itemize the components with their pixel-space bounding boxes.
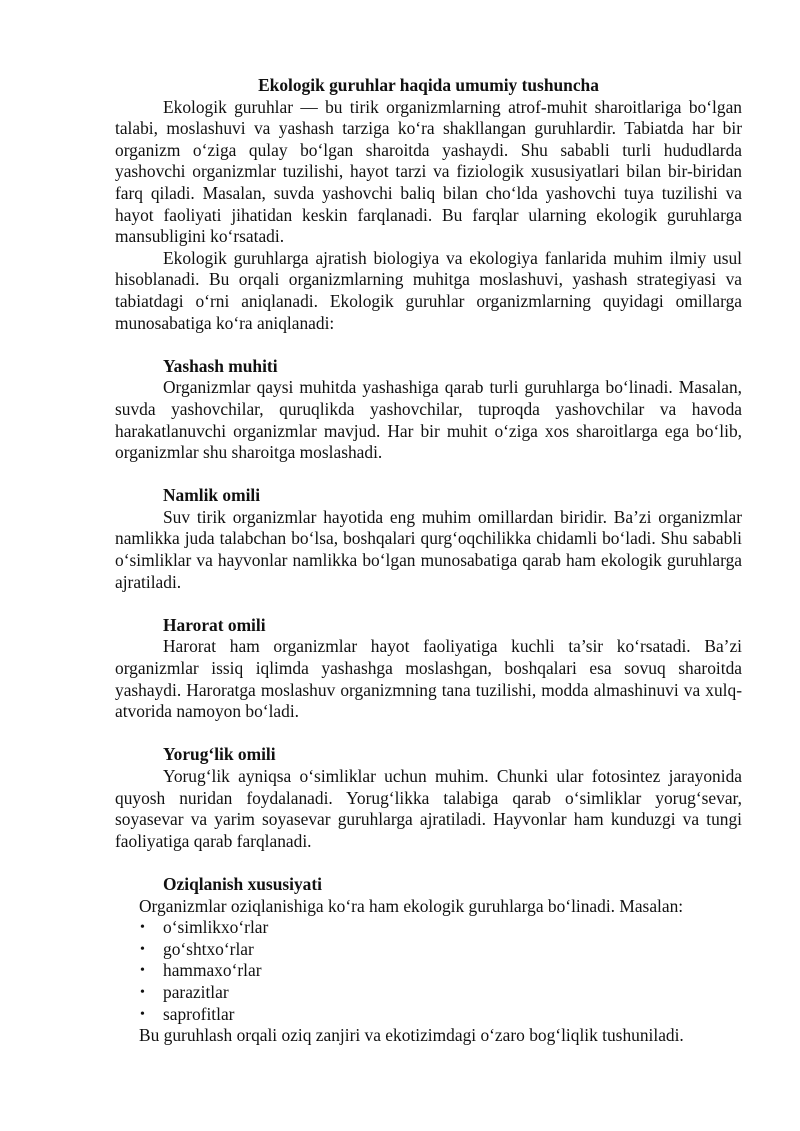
bullet-icon: •: [140, 1006, 145, 1022]
list-item: [115, 939, 742, 961]
page-title: Ekologik guruhlar haqida umumiy tushuncha: [258, 75, 599, 95]
section-text-temperature: Harorat ham organizmlar hayot faoliyatiga kuchli ta’sir ko‘rsatadi. Ba’zi organizmlar issiq iqlimda yashashga moslashgan, boshqalari esa sovuq sharoitda yashaydi. Haroratga moslashuv organizmning tana tuzilishi, modda almashinuvi va xulq-atvorida namoyon bo‘ladi.: [115, 636, 742, 722]
bullet-icon: •: [140, 920, 145, 936]
document-page: [115, 75, 742, 1047]
spacer: [115, 334, 742, 356]
list-item: [115, 982, 742, 1004]
list-item-label: go‘shtxo‘rlar: [163, 938, 254, 959]
nutrition-lead-text: Organizmlar oziqlanishiga ko‘ra ham ekologik guruhlarga bo‘linadi. Masalan:: [139, 895, 684, 916]
section-heading-temperature: Harorat omili: [163, 614, 266, 635]
section-heading-humidity: Namlik omili: [163, 485, 261, 506]
intro-paragraph-1: Ekologik guruhlar — bu tirik organizmlarning atrof-muhit sharoitlariga bo‘lgan talabi, moslashuvi va yashash tarziga ko‘ra shakllangan guruhlardir. Tabiatda har bir organizm o‘ziga qulay bo‘lgan sharoitda yashaydi. Shu sababli turli hududlarda yashovchi organizmlar tuzilishi, hayot tarzi va fiziologik xususiyatlari bilan bir-biridan farq qiladi. Masalan, suvda yashovchi baliq bilan cho‘lda yashovchi tuya tuzilishi va hayot faoliyati jihatidan keskin farqlanadi. Bu farqlar ularning ekologik guruhlarga mansubligini ko‘rsatadi.: [115, 96, 742, 247]
list-item: [115, 917, 742, 939]
list-item: [115, 1004, 742, 1026]
list-item-label: saprofitlar: [163, 1003, 235, 1024]
nutrition-list: [115, 917, 742, 1025]
section-heading-light: Yorug‘lik omili: [163, 744, 276, 765]
list-item-label: hammaxo‘rlar: [163, 960, 262, 981]
spacer: [115, 593, 742, 615]
spacer: [115, 723, 742, 745]
section-heading-nutrition: Oziqlanish xususiyati: [163, 873, 322, 894]
bullet-icon: •: [140, 963, 145, 979]
section-text-habitat: Organizmlar qaysi muhitda yashashiga qarab turli guruhlarga bo‘linadi. Masalan, suvda yashovchilar, quruqlikda yashovchilar, tuproqda yashovchilar va havoda harakatlanuvchi organizmlar mavjud. Har bir muhit o‘ziga xos sharoitlarga ega bo‘lib, organizmlar shu sharoitga moslashadi.: [115, 377, 742, 463]
section-text-light: Yorug‘lik ayniqsa o‘simliklar uchun muhim. Chunki ular fotosintez jarayonida quyosh nuridan foydalanadi. Yorug‘likka talabiga qarab o‘simliklar yorug‘sevar, soyasevar va yarim soyasevar guruhlarga ajratiladi. Hayvonlar ham kunduzgi va tungi faoliyatiga qarab farqlanadi.: [115, 766, 742, 851]
list-item-label: o‘simlikxo‘rlar: [163, 917, 269, 938]
spacer: [115, 464, 742, 486]
section-text-humidity: Suv tirik organizmlar hayotida eng muhim omillardan biridir. Ba’zi organizmlar namlikka juda talabchan bo‘lsa, boshqalari qurg‘oqchilikka chidamli bo‘ladi. Shu sababli o‘simliklar va hayvonlar namlikka bo‘lgan munosabatiga qarab ham ekologik guruhlarga ajratiladi.: [115, 506, 742, 592]
nutrition-closing-text: Bu guruhlash orqali oziq zanjiri va ekotizimdagi o‘zaro bog‘liqlik tushuniladi.: [139, 1025, 684, 1046]
list-item-label: parazitlar: [163, 981, 229, 1002]
list-item: [115, 960, 742, 982]
bullet-icon: •: [140, 984, 145, 1000]
intro-paragraph-2: Ekologik guruhlarga ajratish biologiya va ekologiya fanlarida muhim ilmiy usul hisoblanadi. Bu orqali organizmlarning muhitga moslashuvi, yashash strategiyasi va tabiatdagi o‘rni aniqlanadi. Ekologik guruhlar organizmlarning quyidagi omillarga munosabatiga ko‘ra aniqlanadi:: [115, 247, 742, 333]
bullet-icon: •: [140, 941, 145, 957]
section-heading-habitat: Yashash muhiti: [163, 355, 278, 376]
spacer: [115, 852, 742, 874]
